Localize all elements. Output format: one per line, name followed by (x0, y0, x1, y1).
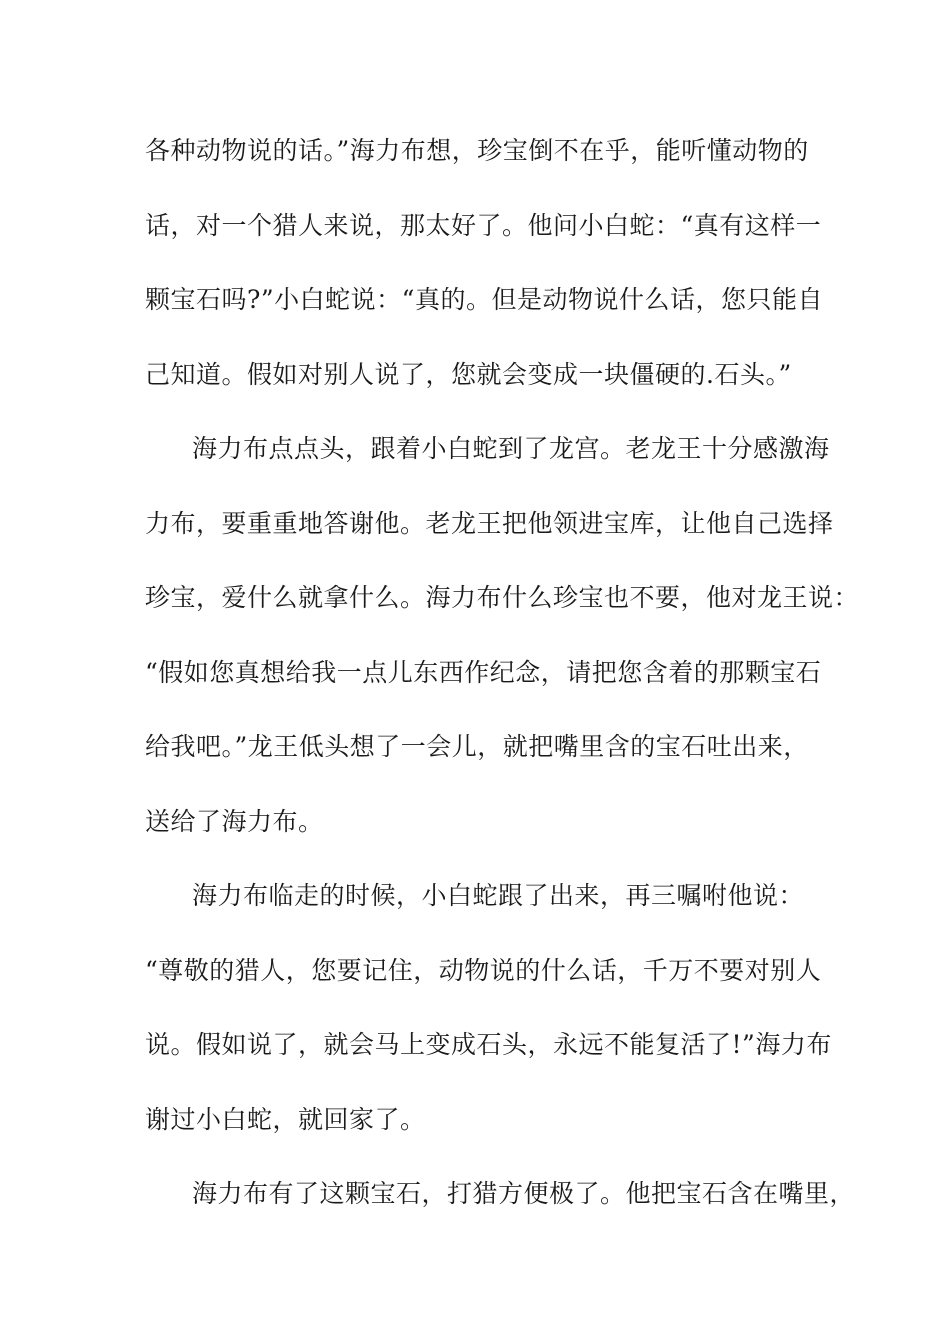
text-line: 谢过小白蛇，就回家了。 (145, 1104, 426, 1134)
text-line: 颗宝石吗?”小白蛇说：“真的。但是动物说什么话，您只能自 (145, 285, 823, 314)
text-line: 给我吧。”龙王低头想了一会儿，就把嘴里含的宝石吐出来， (145, 732, 809, 761)
text-line: 海力布点点头，跟着小白蛇到了龙宫。老龙王十分感激海 (192, 434, 830, 463)
text-line: 海力布有了这颗宝石，打猎方便极了。他把宝石含在嘴里， (192, 1179, 856, 1208)
text-line: 珍宝，爱什么就拿什么。海力布什么珍宝也不要，他对龙王说： (145, 583, 860, 612)
body-text (145, 126, 860, 1244)
text-line: 力布，要重重地答谢他。老龙王把他领进宝库，让他自己选择 (145, 508, 834, 538)
text-line: “尊敬的猎人，您要记住，动物说的什么话，千万不要对别人 (145, 955, 822, 985)
text-line: 说。假如说了，就会马上变成石头，永远不能复活了!”海力布 (145, 1030, 832, 1059)
text-line: 各种动物说的话。”海力布想，珍宝倒不在乎，能听懂动物的 (145, 136, 809, 165)
text-line: 话，对一个猎人来说，那太好了。他问小白蛇：“真有这样一 (145, 210, 822, 240)
text-line: 海力布临走的时候，小白蛇跟了出来，再三嘱咐他说： (192, 881, 805, 910)
text-line: “假如您真想给我一点儿东西作纪念，请把您含着的那颗宝石 (145, 657, 822, 687)
text-line: 己知道。假如对别人说了，您就会变成一块僵硬的.石头。” (145, 359, 792, 389)
text-line: 送给了海力布。 (145, 806, 324, 836)
